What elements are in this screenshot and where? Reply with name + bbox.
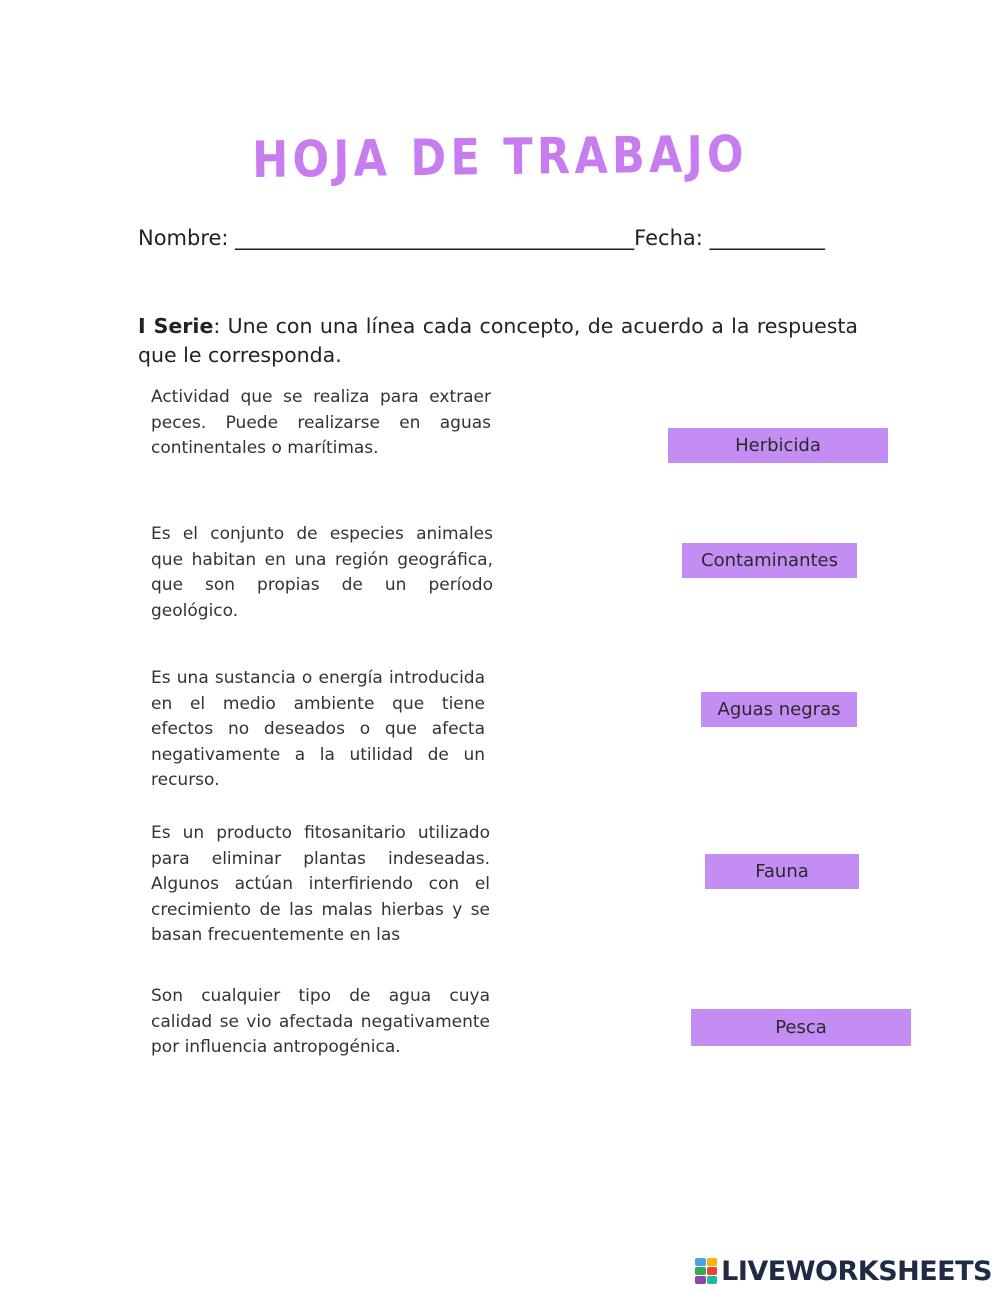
answer-box-aguas-negras[interactable]: Aguas negras (701, 692, 857, 727)
name-date-line: Nombre: ______________________________________Fecha: ___________ (138, 226, 826, 250)
answer-box-herbicida[interactable]: Herbicida (668, 428, 888, 463)
definition-1: Actividad que se realiza para extraer peces. Puede realizarse en aguas continentales o marítimas. (151, 387, 491, 458)
definition-2: Es el conjunto de especies animales que habitan en una región geográfica, que son propias de un período geológico. (151, 524, 493, 621)
answer-box-fauna[interactable]: Fauna (705, 854, 859, 889)
instructions-text: : Une con una línea cada concepto, de acuerdo a la respuesta que le corresponda. (138, 314, 858, 367)
page-title: HOJA DE TRABAJO (251, 124, 749, 190)
answer-box-contaminantes[interactable]: Contaminantes (682, 543, 857, 578)
logo-text: LIVEWORKSHEETS (721, 1255, 992, 1287)
definition-3: Es una sustancia o energía introducida en el medio ambiente que tiene efectos no deseados o que afecta negativamente a la utilidad de un recurso. (151, 668, 485, 790)
definition-5: Son cualquier tipo de agua cuya calidad se vio afectada negativamente por influencia antropogénica. (151, 986, 490, 1057)
definition-4: Es un producto fitosanitario utilizado para eliminar plantas indeseadas. Algunos actúan interfiriendo con el crecimiento de las malas hierbas y se basan frecuentemente en las (151, 823, 490, 945)
instructions (138, 312, 858, 370)
answer-box-pesca[interactable]: Pesca (691, 1009, 911, 1046)
liveworksheets-logo (695, 1253, 992, 1289)
logo-mark-icon (695, 1258, 717, 1284)
series-label: I Serie (138, 314, 214, 338)
